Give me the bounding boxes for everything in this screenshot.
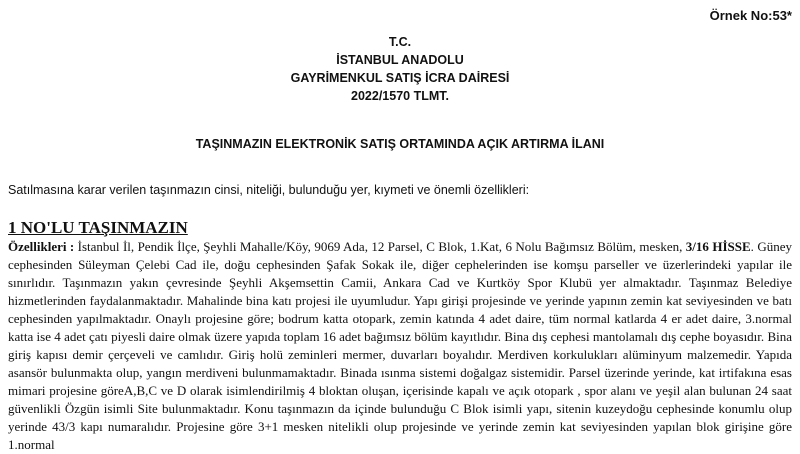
- intro-text: Satılmasına karar verilen taşınmazın cinsi, niteliği, bulunduğu yer, kıymeti ve önemli özellikleri:: [8, 183, 530, 197]
- share-ratio: 3/16 HİSSE: [685, 239, 751, 254]
- features-location: İstanbul İl, Pendik İlçe, Şeyhli Mahalle/Köy, 9069 Ada, 12 Parsel, C Blok, 1.Kat, 6 Nolu Bağımsız Bölüm, mesken,: [74, 239, 686, 254]
- features-description: . Güney cephesinden Süleyman Çelebi Cad ile, doğu cephesinden Şafak Sokak ile, diğer cephelerinden ise komşu parseller ve üzerlerindeki yapılar ile sınırlıdır. Taşınmazın yakın çevresinde Şeyhli Akşemsettin Camii, Ankara Cad ve Kurtköy Spor Klubü yer almaktadır. Taşınmaz Belediye hizmetlerinden faydalanmaktadır. Mahalinde bina katı projesi ile uyumludur. Yapı girişi projesinde ve yerinde yapının zemin kat seviyesinden ve batı cephesinden yapılmaktadır. Onaylı projesine göre; bodrum katta otopark, zemin katında 4 adet daire, tüm normal katlarda 4 er adet daire, 3.normal katta ise 4 adet çatı piyesli daire olmak üzere yapıda toplam 16 adet bağımsız bölüm kayıtlıdır. Bina dış cephesi mantolamalı dış cephe boyasıdır. Bina giriş kapısı demir çerçeveli ve camlıdır. Giriş holü zeminleri mermer, duvarları boyalıdır. Merdiven korkulukları alüminyum malzemedir. Yapıda asansör bulunmakta olup, yangın merdiveni bulunmamaktadır. Binada ısınma sistemi doğalgaz sistemidir. Parsel üzerinde yerinde, kat irtifakına esas mimari projesine göreA,B,C ve D olarak isimlendirilmiş 4 bloktan oluşan, içerisinde kapalı ve açık otopark , spor alanı ve yeşil alan bulunan 24 saat güvenlikli Özgün isimli Site bulunmaktadır. Konu taşınmazın da içinde bulunduğu C Blok isimli yapı, sitenin kuzeydoğu cephesinde konumlu olup yerinde 43/3 kapı numaralıdır. Projesine göre 3+1 mesken nitelikli olup projesinde ve yerinde zemin kat seviyesinden yapılan blok girişine göre 1.normal: [8, 239, 792, 452]
- sample-number: Örnek No:53*: [709, 8, 792, 23]
- header-line-tc: T.C.: [388, 35, 412, 49]
- announcement-title: TAŞINMAZIN ELEKTRONİK SATIŞ ORTAMINDA AÇIK ARTIRMA İLANI: [195, 137, 605, 151]
- header-line-office: GAYRİMENKUL SATIŞ İCRA DAİRESİ: [290, 71, 510, 85]
- section-title: 1 NO'LU TAŞINMAZIN: [8, 218, 188, 237]
- features-label: Özellikleri :: [8, 239, 75, 254]
- header-line-file-number: 2022/1570 TLMT.: [351, 89, 449, 103]
- document-header: [0, 33, 800, 105]
- header-line-city: İSTANBUL ANADOLU: [336, 53, 464, 67]
- property-description: [8, 238, 792, 454]
